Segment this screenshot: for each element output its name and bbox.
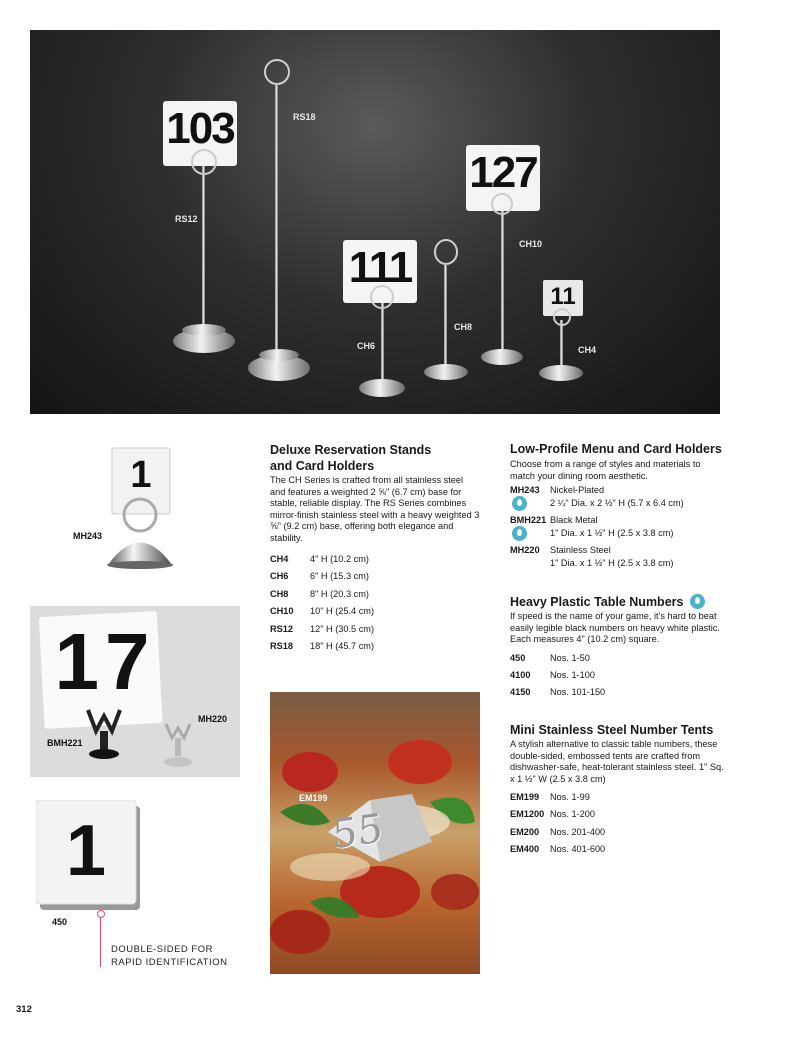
row-desc: 12" H (30.5 cm) (310, 623, 375, 634)
row-code: RS12 (270, 623, 293, 634)
callout-line-1: DOUBLE-SIDED FOR (111, 944, 213, 955)
table-row (270, 603, 480, 620)
callout-line (100, 917, 101, 967)
bmh221-card-number: 17 (54, 617, 156, 706)
tents-table (510, 789, 725, 859)
item-dims: 2 ¼" Dia. x 2 ½" H (5.7 x 6.4 cm) (550, 498, 684, 508)
plastic-title-row (510, 594, 725, 610)
callout-line-2: RAPID IDENTIFICATION (111, 957, 228, 968)
row-desc: Nos. 1-50 (550, 652, 590, 663)
water-drop-icon (512, 526, 527, 541)
mh243-card-number: 1 (130, 454, 152, 496)
row-code: EM199 (510, 792, 540, 802)
row-desc: Nos. 1-100 (550, 669, 595, 680)
item-dims: 1" Dia. x 1 ½" H (2.5 x 3.8 cm) (550, 558, 674, 568)
row-desc: Nos. 201-400 (550, 826, 606, 837)
table-row (510, 824, 725, 841)
row-desc: Nos. 1-200 (550, 809, 595, 820)
row-desc: Nos. 401-600 (550, 844, 606, 855)
plastic-card-number: 1 (65, 811, 107, 891)
deluxe-description: The CH Series is crafted from all stainless steel and features a weighted 2 ⅝" (6.7 cm) base for stable, reliable display. The RS Series combines mirror-finish stainless steel with a heavy weighted 3 ⅝" (9.2 cm) base, offering both elegance and stability. (270, 475, 480, 543)
stands-illustration (30, 30, 720, 414)
tent-number: 55 (332, 805, 383, 859)
plastic-description: If speed is the name of your game, it's hard to beat easily legible black numbers on heavy white plastic. Each measures 4" (10.2 cm) square. (510, 611, 720, 644)
pizza-tent-photo (270, 692, 480, 974)
row-code: RS18 (270, 641, 293, 652)
deluxe-section (270, 442, 480, 655)
table-row (510, 684, 725, 701)
card-111: 111 (348, 243, 412, 292)
list-item (510, 484, 725, 511)
table-row (510, 841, 725, 858)
label-ch10: CH10 (519, 239, 543, 249)
label-bmh221-photo: BMH221 (47, 738, 83, 748)
label-450-photo: 450 (52, 917, 68, 927)
row-code: 450 (510, 652, 526, 663)
label-em199-photo: EM199 (299, 793, 328, 803)
row-code: CH4 (270, 554, 289, 564)
row-code: CH6 (270, 571, 289, 582)
water-drop-icon (512, 496, 527, 511)
item-name: Nickel-Plated (550, 485, 605, 495)
water-drop-icon (690, 594, 705, 609)
row-desc: Nos. 1-99 (550, 792, 590, 802)
item-code: BMH221 (510, 515, 547, 525)
table-row (270, 568, 480, 585)
tents-description: A stylish alternative to classic table numbers, these double-sided, embossed tents are crafted from dishwasher-safe, heat-tolerant stainless steel. 1" Sq. x 1 ½" W (2.5 x 3.8 cm) (510, 739, 724, 784)
list-item (510, 544, 725, 569)
page-number: 312 (16, 1004, 32, 1015)
lowprofile-section (510, 441, 725, 569)
table-row (510, 667, 725, 684)
row-code: 4150 (510, 687, 531, 698)
item-name: Black Metal (550, 515, 598, 525)
label-ch6: CH6 (357, 341, 376, 351)
row-desc: 6" H (15.3 cm) (310, 571, 369, 582)
row-desc: 8" H (20.3 cm) (310, 588, 369, 599)
rs18-stand (248, 60, 310, 381)
table-row (270, 586, 480, 603)
item-name: Stainless Steel (550, 545, 611, 555)
row-desc: 10" H (25.4 cm) (310, 606, 375, 617)
row-code: EM400 (510, 844, 540, 855)
row-desc: 18" H (45.7 cm) (310, 641, 375, 652)
table-row (270, 638, 480, 655)
plastic-title: Heavy Plastic Table Numbers (510, 595, 684, 609)
row-code: EM1200 (510, 809, 545, 820)
plastic-number-photo (36, 800, 142, 910)
label-mh243-photo: MH243 (73, 531, 103, 541)
table-row (510, 650, 725, 667)
bmh221-mh220-photo (30, 606, 240, 777)
callout-text (111, 943, 227, 969)
row-desc: 4" H (10.2 cm) (310, 554, 369, 564)
label-rs18: RS18 (293, 112, 316, 122)
row-code: 4100 (510, 669, 531, 680)
mh243-photo (100, 440, 190, 575)
row-code: CH8 (270, 588, 289, 599)
plastic-section (510, 594, 725, 702)
label-rs12: RS12 (175, 214, 198, 224)
list-item (510, 514, 725, 541)
row-code: CH10 (270, 606, 294, 617)
callout-dot (97, 910, 105, 918)
table-row (270, 621, 480, 638)
deluxe-title-line1: Deluxe Reservation Stands (270, 443, 432, 457)
item-code: MH243 (510, 485, 540, 495)
card-103: 103 (166, 104, 234, 153)
row-desc: Nos. 101-150 (550, 687, 606, 698)
lowprofile-title: Low-Profile Menu and Card Holders (510, 442, 722, 456)
card-11: 11 (550, 283, 576, 310)
item-code: MH220 (510, 545, 540, 555)
row-code: EM200 (510, 826, 540, 837)
table-row (510, 789, 725, 806)
plastic-table (510, 650, 725, 702)
tents-section (510, 722, 725, 859)
tents-title: Mini Stainless Steel Number Tents (510, 723, 714, 737)
table-row (510, 806, 725, 823)
deluxe-table (270, 551, 480, 655)
card-127: 127 (469, 148, 537, 197)
label-mh220-photo: MH220 (198, 714, 228, 724)
ch8-stand (424, 240, 468, 380)
item-dims: 1" Dia. x 1 ½" H (2.5 x 3.8 cm) (550, 528, 674, 538)
lowprofile-list (510, 484, 725, 569)
deluxe-title-line2: and Card Holders (270, 459, 375, 473)
label-ch8: CH8 (454, 322, 473, 332)
hero-photo (30, 30, 720, 414)
label-ch4: CH4 (578, 345, 597, 355)
lowprofile-description: Choose from a range of styles and materials to match your dining room aesthetic. (510, 459, 701, 481)
table-row (270, 551, 480, 568)
